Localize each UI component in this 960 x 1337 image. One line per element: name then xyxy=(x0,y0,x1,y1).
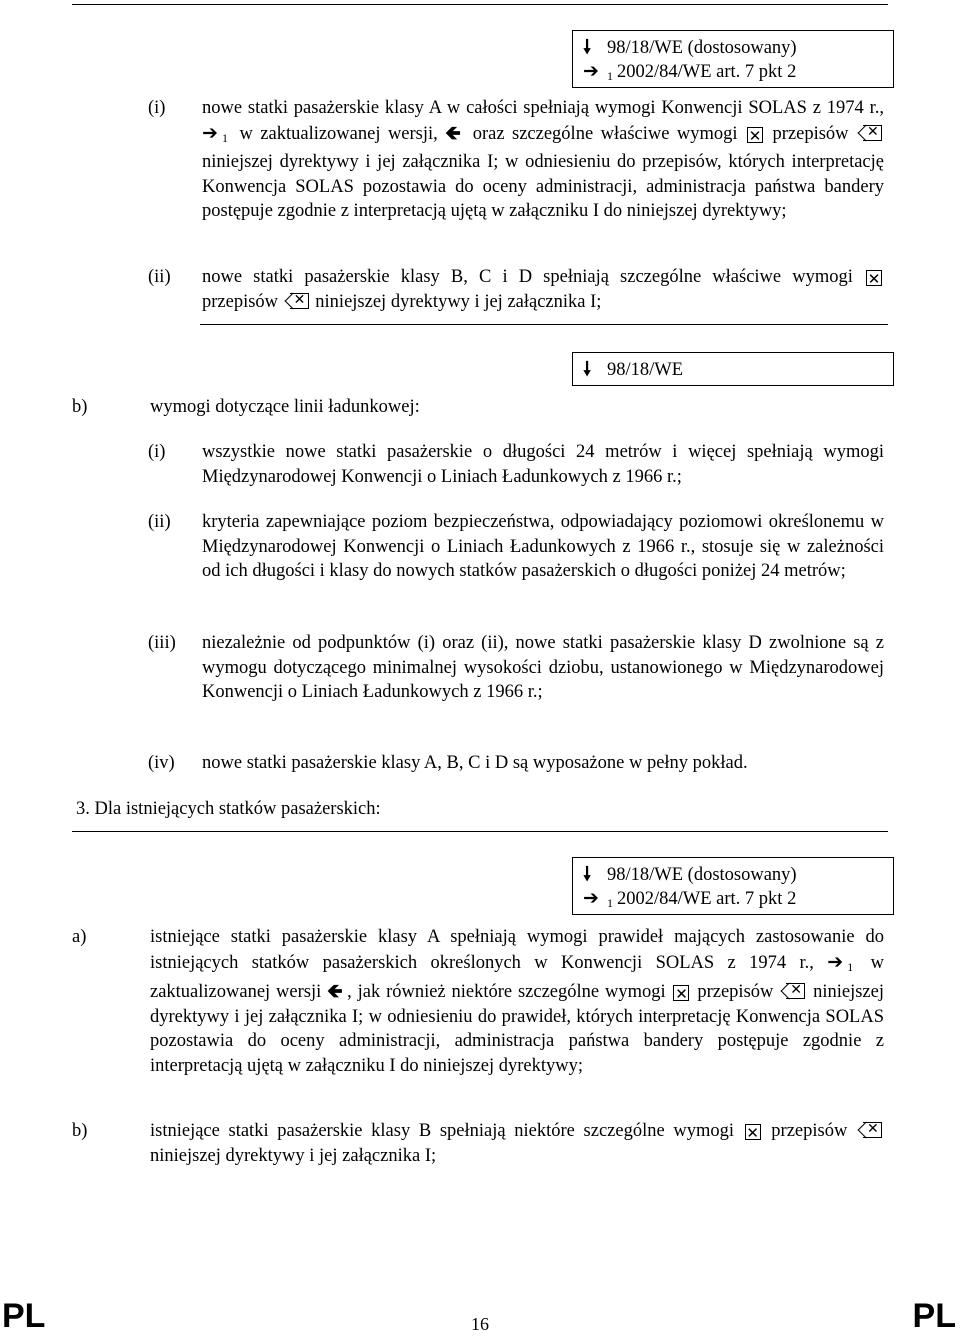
text-span: w zaktualizowanej wersji xyxy=(150,952,884,1002)
paragraph-a-i xyxy=(202,96,884,224)
text-span: niniejszej dyrektywy i jej załącznika I; xyxy=(310,291,602,312)
arrow-down-icon: 🠗 xyxy=(583,863,592,885)
footer-language-left: PL xyxy=(2,1297,46,1335)
arrow-down-icon: 🠗 xyxy=(583,358,592,380)
deletion-end-icon: ✕ xyxy=(285,293,309,309)
paragraph-b-i: wszystkie nowe statki pasażerskie o długości 24 metrów i więcej spełniają wymogi Międzynarodowej Konwencji o Liniach Ładunkowych z 1966 r.; xyxy=(202,442,884,487)
deletion-end-icon: ✕ xyxy=(781,983,805,999)
marker-amendment-text: 2002/84/WE art. 7 pkt 2 xyxy=(617,62,797,82)
section-b-heading: wymogi dotyczące linii ładunkowej: xyxy=(150,397,420,417)
marker-subscript: 1 xyxy=(607,69,613,83)
section-3-heading: 3. Dla istniejących statków pasażerskich: xyxy=(76,799,381,819)
paragraph-b-ii: kryteria zapewniające poziom bezpieczeństwa, odpowiadający poziomowi określonemu w Międzynarodowej Konwencji o Liniach Ładunkowych z 1966 r., stosuje się w zależności od ich długości i klasy do nowych statków pasażerskich o długości poniżej 24 metrów; xyxy=(202,512,884,581)
paragraph-b-iii: niezależnie od podpunktów (i) oraz (ii), nowe statki pasażerskie klasy D zwolnione są z wymogu dotyczącego minimalnej wysokości dziobu, ustanowionego w Międzynarodowej Konwencji o Liniach Ładunkowych z 1966 r.; xyxy=(202,633,884,702)
marker-subscript: 1 xyxy=(607,896,613,910)
arrow-right-icon: ➔ xyxy=(827,950,844,973)
arrow-left-icon: 🡸 xyxy=(445,121,461,144)
item-label: (i) xyxy=(148,442,166,462)
text-span: niniejszej dyrektywy i jej załącznika I; w odniesieniu do przepisów, których interpretację Konwencja SOLAS pozostawia do oceny administracji, administracja państwa bandery postępuje zgodnie z interpretacją ujętą w załączniku I do niniejszej dyrektywy; xyxy=(202,152,884,221)
text-span: istniejące statki pasażerskie klasy A spełniają wymogi prawideł mających zastosowanie do istniejących statków pasażerskich określonych w Konwencji SOLAS z 1974 r., xyxy=(150,927,884,973)
deletion-start-icon: ✕ xyxy=(748,126,762,145)
paragraph-3-b xyxy=(150,1119,884,1168)
arrow-right-icon: ➔ xyxy=(583,60,599,82)
deletion-start-icon: ✕ xyxy=(675,985,688,1003)
marker-amendment-text: 2002/84/WE art. 7 pkt 2 xyxy=(617,889,797,909)
deletion-end-icon: ✕ xyxy=(858,125,882,141)
amendment-marker-1 xyxy=(572,30,894,88)
arrow-right-icon: ➔ xyxy=(583,887,599,909)
text-span: oraz szczególne właściwe wymogi xyxy=(465,123,746,144)
text-span: , jak również niektóre szczególne wymogi xyxy=(347,982,672,1002)
amendment-marker-3 xyxy=(572,857,894,915)
subscript: 1 xyxy=(847,959,854,974)
separator-rule xyxy=(72,831,888,832)
item-label: (ii) xyxy=(148,512,171,532)
section-b-label: b) xyxy=(72,397,88,417)
deletion-start-icon: ✕ xyxy=(867,270,881,288)
arrow-down-icon: 🠗 xyxy=(583,36,592,58)
separator-rule xyxy=(200,324,888,325)
item-label: a) xyxy=(72,927,87,947)
subscript: 1 xyxy=(222,130,228,145)
footer-language-right: PL xyxy=(912,1297,956,1335)
text-span: w zaktualizowanej wersji, xyxy=(232,123,446,144)
text-span: przepisów xyxy=(765,123,856,144)
text-span: niniejszej dyrektywy i jej załącznika I; xyxy=(150,1145,437,1166)
paragraph-a-ii xyxy=(202,265,884,314)
paragraph-3-a xyxy=(150,925,884,1078)
deletion-start-icon: ✕ xyxy=(746,1124,759,1142)
top-rule xyxy=(72,4,888,5)
arrow-left-icon: 🡸 xyxy=(327,980,343,1002)
deletion-end-icon: ✕ xyxy=(858,1122,882,1138)
marker-source-text: 98/18/WE (dostosowany) xyxy=(607,38,797,58)
item-label: b) xyxy=(72,1121,88,1141)
text-span: przepisów xyxy=(202,291,283,312)
item-label: (iii) xyxy=(148,633,176,653)
text-span: nowe statki pasażerskie klasy B, C i D spełniają szczególne właściwe wymogi xyxy=(202,267,864,287)
text-span: niniejszej dyrektywy i jej załącznika I; w odniesieniu do prawideł, których interpretację Konwencja SOLAS pozostawia do oceny administracji, administracja państwa bandery postępuje zgodnie z interpretacją ujętą w załączniku I do niniejszej dyrektywy; xyxy=(150,982,884,1076)
text-span: nowe statki pasażerskie klasy A w całości spełniają wymogi Konwencji SOLAS z 1974 r., xyxy=(202,98,884,118)
text-span: przepisów xyxy=(762,1121,856,1141)
text-span: przepisów xyxy=(691,982,780,1002)
marker-source-text: 98/18/WE xyxy=(607,360,684,380)
text-span: istniejące statki pasażerskie klasy B spełniają niektóre szczególne wymogi xyxy=(150,1121,743,1141)
item-label: (iv) xyxy=(148,753,175,773)
amendment-marker-2 xyxy=(572,352,894,386)
paragraph-b-iv: nowe statki pasażerskie klasy A, B, C i D są wyposażone w pełny pokład. xyxy=(202,753,748,773)
arrow-right-icon: ➔ xyxy=(202,121,218,144)
marker-source-text: 98/18/WE (dostosowany) xyxy=(607,865,797,885)
item-label: (ii) xyxy=(148,267,171,287)
item-label: (i) xyxy=(148,98,166,118)
page-number: 16 xyxy=(471,1314,489,1334)
